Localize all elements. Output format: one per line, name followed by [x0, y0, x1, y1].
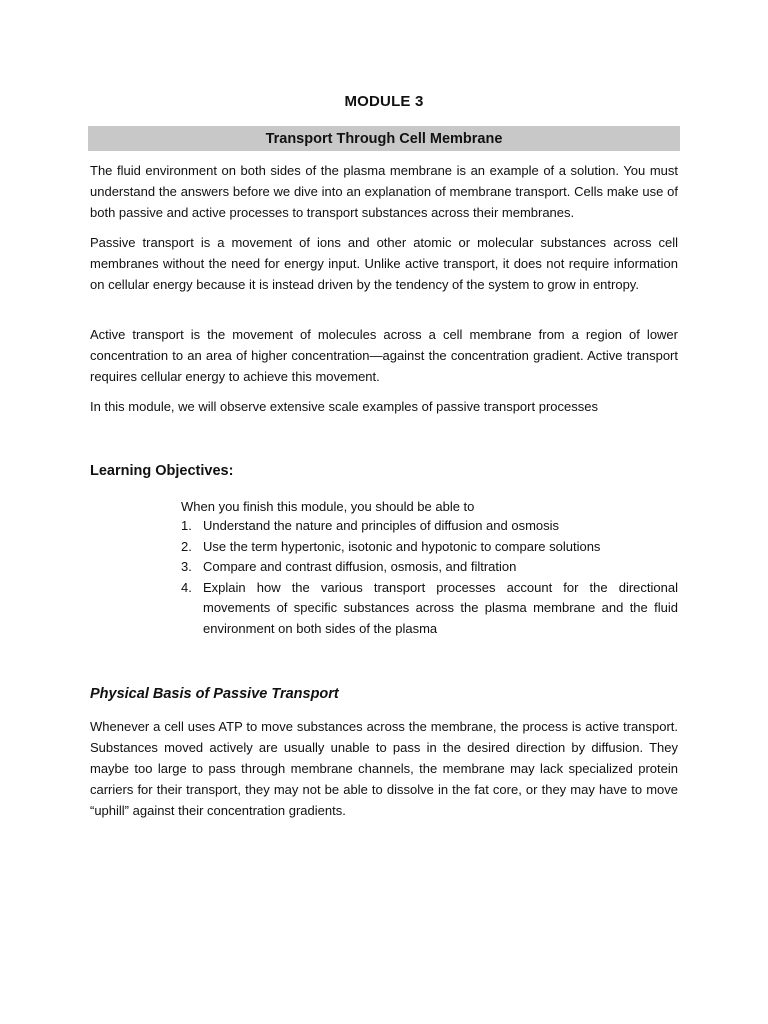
paragraph-text: Whenever a cell uses ATP to move substances across the membrane, the process is active transport. Substances moved actively are usually unable to pass in the desired direction by diffusion. They maybe too large to pass through membrane channels, the membrane may lack specialized protein carriers for their transport, they may not be able to dissolve in the fat core, or they may have to move “uphill” against their concentration gradients.: [90, 719, 678, 818]
paragraph-text: In this module, we will observe extensive scale examples of passive transport processes: [90, 399, 598, 414]
list-number: 1.: [181, 518, 192, 533]
learning-objectives-list: [181, 516, 678, 639]
list-item: [181, 537, 678, 558]
list-item: [181, 578, 678, 640]
paragraph-text: Active transport is the movement of molecules across a cell membrane from a region of lower concentration to an area of higher concentration—against the concentration gradient. Active transport requires cellular energy to achieve this movement.: [90, 327, 678, 384]
learning-objectives-intro: When you finish this module, you should be able to: [181, 499, 475, 514]
intro-paragraph-4: [90, 396, 678, 417]
list-item: [181, 557, 678, 578]
list-text: Understand the nature and principles of diffusion and osmosis: [203, 518, 560, 533]
list-text: Compare and contrast diffusion, osmosis, and filtration: [203, 559, 517, 574]
list-number: 4.: [181, 579, 192, 595]
list-number: 3.: [181, 559, 192, 574]
intro-paragraph-1: [90, 160, 678, 223]
learning-objectives-heading: Learning Objectives:: [90, 463, 234, 479]
physical-basis-heading: Physical Basis of Passive Transport: [90, 686, 339, 702]
list-text: Explain how the various transport processes account for the directional movements of specific substances across the plasma membrane and the fluid environment on both sides of the plasma: [203, 579, 678, 636]
physical-basis-paragraph: [90, 716, 678, 821]
list-item: [181, 516, 678, 537]
list-text: Use the term hypertonic, isotonic and hypotonic to compare solutions: [203, 538, 601, 554]
list-number: 2.: [181, 538, 192, 554]
paragraph-text: The fluid environment on both sides of the plasma membrane is an example of a solution. You must understand the answers before we dive into an explanation of membrane transport. Cells make use of both passive and active processes to transport substances across their membranes.: [90, 163, 678, 220]
module-title: MODULE 3: [344, 93, 424, 110]
section-banner: [88, 126, 680, 151]
banner-title: Transport Through Cell Membrane: [265, 130, 503, 147]
paragraph-text: Passive transport is a movement of ions and other atomic or molecular substances across cell membranes without the need for energy input. Unlike active transport, it does not require information on cellular energy because it is instead driven by the tendency of the system to grow in entropy.: [90, 235, 678, 292]
intro-paragraph-2: [90, 232, 678, 295]
intro-paragraph-3: [90, 324, 678, 387]
